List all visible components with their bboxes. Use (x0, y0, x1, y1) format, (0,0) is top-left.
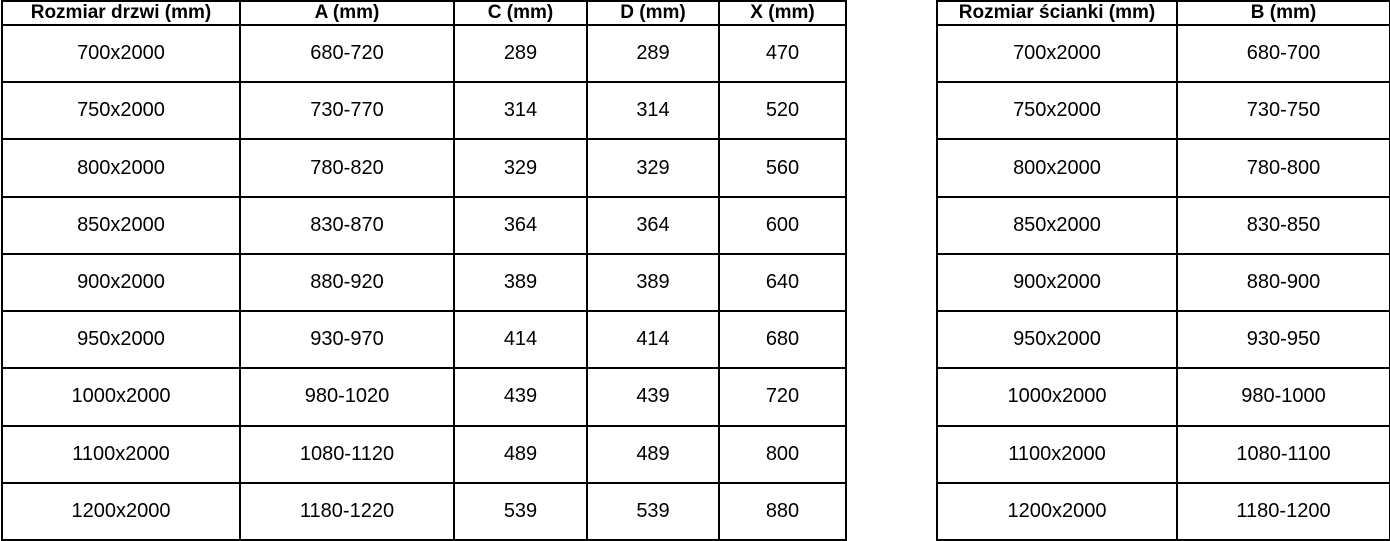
table-row (937, 197, 1390, 254)
table-cell: 1200x2000 (937, 483, 1177, 540)
header-row (2, 1, 846, 25)
table-cell: 364 (587, 197, 719, 254)
table-cell: 329 (587, 139, 719, 196)
table-cell: 389 (587, 254, 719, 311)
table-cell: 750x2000 (2, 82, 240, 139)
table-cell: 720 (719, 368, 846, 425)
table-cell: 730-770 (240, 82, 454, 139)
table-cell: 1180-1200 (1177, 483, 1390, 540)
table-cell: 700x2000 (937, 25, 1177, 82)
table-row (937, 368, 1390, 425)
table-cell: 1080-1120 (240, 426, 454, 483)
table-cell: 800x2000 (937, 139, 1177, 196)
table-row (2, 197, 846, 254)
table-cell: 389 (454, 254, 587, 311)
table-cell: 800 (719, 426, 846, 483)
table-cell: 850x2000 (2, 197, 240, 254)
table-cell: 730-750 (1177, 82, 1390, 139)
table-cell: 470 (719, 25, 846, 82)
table-cell: 980-1020 (240, 368, 454, 425)
table-cell: 539 (587, 483, 719, 540)
table-cell: 700x2000 (2, 25, 240, 82)
table-cell: 680-700 (1177, 25, 1390, 82)
table-cell: 1100x2000 (937, 426, 1177, 483)
table-row (2, 368, 846, 425)
door-dimensions-table (1, 0, 847, 541)
table-row (937, 483, 1390, 540)
table-cell: 289 (587, 25, 719, 82)
table-cell: 640 (719, 254, 846, 311)
table-row (2, 139, 846, 196)
table-row (937, 311, 1390, 368)
table-row (937, 25, 1390, 82)
table-cell: 364 (454, 197, 587, 254)
table-cell: 600 (719, 197, 846, 254)
table-cell: 900x2000 (937, 254, 1177, 311)
table-cell: 780-800 (1177, 139, 1390, 196)
column-header: D (mm) (587, 1, 719, 25)
table-cell: 880-900 (1177, 254, 1390, 311)
table-cell: 414 (454, 311, 587, 368)
table-cell: 780-820 (240, 139, 454, 196)
table-cell: 950x2000 (937, 311, 1177, 368)
table-cell: 950x2000 (2, 311, 240, 368)
table-cell: 830-870 (240, 197, 454, 254)
table-cell: 439 (587, 368, 719, 425)
column-header: X (mm) (719, 1, 846, 25)
table-cell: 1180-1220 (240, 483, 454, 540)
table-cell: 880 (719, 483, 846, 540)
table-row (2, 311, 846, 368)
table-cell: 489 (454, 426, 587, 483)
table-cell: 680 (719, 311, 846, 368)
table-row (937, 82, 1390, 139)
table-cell: 329 (454, 139, 587, 196)
column-header: Rozmiar ścianki (mm) (937, 1, 1177, 25)
table-cell: 539 (454, 483, 587, 540)
table-cell: 850x2000 (937, 197, 1177, 254)
table-cell: 880-920 (240, 254, 454, 311)
table-cell: 680-720 (240, 25, 454, 82)
table-cell: 750x2000 (937, 82, 1177, 139)
table-row (2, 483, 846, 540)
table-row (937, 254, 1390, 311)
table-cell: 980-1000 (1177, 368, 1390, 425)
table-cell: 489 (587, 426, 719, 483)
table-row (2, 25, 846, 82)
table-cell: 830-850 (1177, 197, 1390, 254)
table-cell: 289 (454, 25, 587, 82)
table-row (2, 426, 846, 483)
column-header: C (mm) (454, 1, 587, 25)
column-header: B (mm) (1177, 1, 1390, 25)
table-row (937, 426, 1390, 483)
table-cell: 800x2000 (2, 139, 240, 196)
table-cell: 414 (587, 311, 719, 368)
table-cell: 314 (454, 82, 587, 139)
header-row (937, 1, 1390, 25)
table-cell: 1000x2000 (2, 368, 240, 425)
column-header: A (mm) (240, 1, 454, 25)
table-cell: 930-970 (240, 311, 454, 368)
column-header: Rozmiar drzwi (mm) (2, 1, 240, 25)
wall-dimensions-table (936, 0, 1390, 541)
table-cell: 1000x2000 (937, 368, 1177, 425)
table-cell: 1200x2000 (2, 483, 240, 540)
table-cell: 520 (719, 82, 846, 139)
table-cell: 1080-1100 (1177, 426, 1390, 483)
table-cell: 930-950 (1177, 311, 1390, 368)
table-cell: 560 (719, 139, 846, 196)
table-cell: 314 (587, 82, 719, 139)
table-row (2, 254, 846, 311)
table-row (2, 82, 846, 139)
table-row (937, 139, 1390, 196)
table-cell: 900x2000 (2, 254, 240, 311)
table-cell: 1100x2000 (2, 426, 240, 483)
table-cell: 439 (454, 368, 587, 425)
